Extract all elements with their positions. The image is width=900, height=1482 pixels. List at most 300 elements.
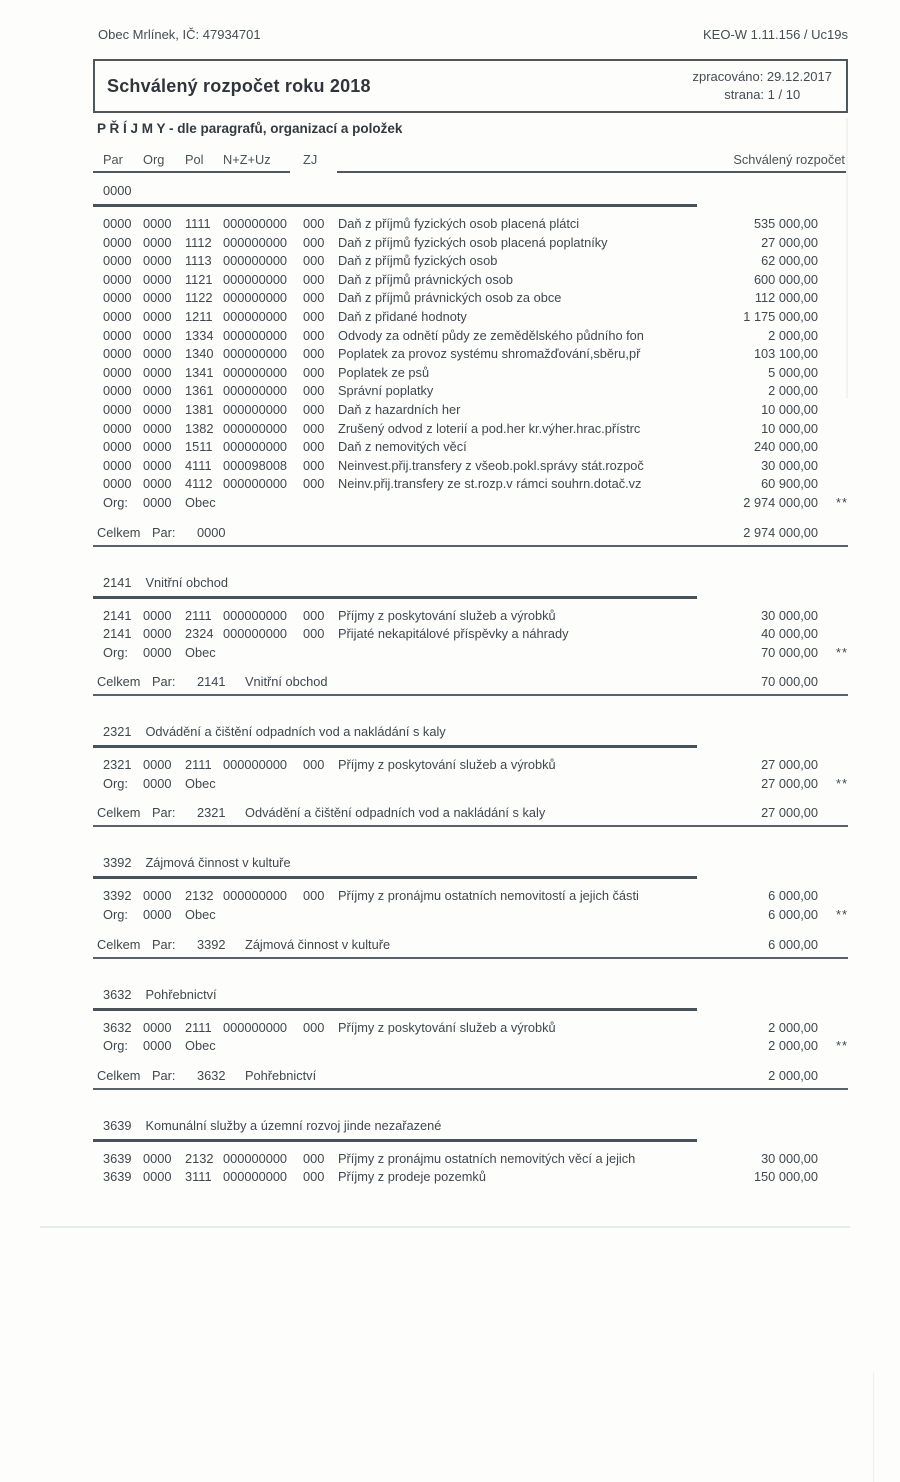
section-rows bbox=[93, 887, 848, 924]
par-cell: 2141 bbox=[103, 607, 132, 623]
org-cell: 0000 bbox=[143, 308, 172, 324]
pol-cell: 1121 bbox=[185, 271, 213, 287]
par-cell: 3392 bbox=[197, 936, 226, 952]
budget-row bbox=[93, 607, 848, 626]
budget-section bbox=[93, 722, 848, 827]
description-cell: Neinv.přij.transfery ze st.rozp.v rámci souhrn.dotač.vz bbox=[338, 476, 642, 492]
section-divider bbox=[93, 876, 697, 879]
nzuz-cell: 000000000 bbox=[223, 253, 288, 269]
income-section-heading: P Ř Í J M Y - dle paragrafů, organizací a položek bbox=[97, 121, 403, 136]
section-par: 0000 bbox=[103, 183, 132, 198]
budget-section bbox=[93, 853, 848, 958]
org-cell: 0000 bbox=[143, 644, 172, 660]
par-cell: 0000 bbox=[103, 308, 132, 324]
budget-row bbox=[93, 401, 848, 420]
col-nzuz: N+Z+Uz bbox=[223, 152, 271, 167]
org-cell: 0000 bbox=[143, 327, 172, 343]
amount-cell: 1 175 000,00 bbox=[743, 308, 818, 324]
pol-cell: 1112 bbox=[185, 234, 212, 250]
budget-row bbox=[93, 457, 848, 476]
header-underline-left bbox=[93, 171, 290, 173]
section-title: Odvádění a čištění odpadních vod a nakládání s kaly bbox=[145, 724, 446, 740]
budget-row bbox=[93, 1019, 848, 1038]
budget-row bbox=[93, 1168, 848, 1187]
amount-cell: 2 000,00 bbox=[768, 383, 818, 399]
nzuz-cell: 000000000 bbox=[223, 308, 288, 324]
stars-cell bbox=[818, 308, 848, 327]
amount-cell: 6 000,00 bbox=[768, 907, 818, 923]
celkem-label-cell: Celkem bbox=[97, 674, 141, 690]
par-cell: 2321 bbox=[103, 757, 132, 773]
description-cell: Příjmy z prodeje pozemků bbox=[338, 1169, 486, 1185]
nzuz-cell: 000000000 bbox=[223, 234, 288, 250]
org-cell: 0000 bbox=[143, 457, 172, 473]
stars-cell: ** bbox=[836, 907, 848, 923]
pol-cell: 1341 bbox=[185, 364, 214, 380]
amount-cell: 40 000,00 bbox=[761, 626, 818, 642]
par-label-cell: Par: bbox=[152, 674, 176, 690]
nzuz-cell: 000000000 bbox=[223, 216, 288, 231]
section-divider bbox=[93, 745, 697, 748]
scan-artifact-vertical-1 bbox=[846, 118, 848, 398]
org-cell: 0000 bbox=[143, 383, 172, 399]
scan-artifact-vertical-2 bbox=[873, 1372, 875, 1482]
org-cell: 0000 bbox=[143, 401, 172, 417]
celkem-row bbox=[93, 803, 848, 827]
celkem-label-cell: Celkem bbox=[97, 936, 141, 952]
page-number: strana: 1 / 10 bbox=[724, 87, 801, 102]
par-cell: 3639 bbox=[103, 1150, 132, 1166]
description-cell: Daň z příjmů fyzických osob bbox=[338, 253, 498, 269]
zj-cell: 000 bbox=[303, 327, 325, 343]
stars-cell bbox=[818, 401, 848, 420]
software-version: KEO-W 1.11.156 / Uc19s bbox=[703, 27, 848, 42]
amount-cell: 30 000,00 bbox=[761, 457, 818, 473]
pol-cell: 1122 bbox=[185, 290, 213, 306]
par-cell: 0000 bbox=[103, 327, 132, 343]
nzuz-cell: 000098008 bbox=[223, 457, 288, 473]
report-meta bbox=[693, 68, 833, 104]
stars-cell bbox=[818, 327, 848, 346]
stars-cell bbox=[818, 382, 848, 401]
par-cell: 0000 bbox=[103, 234, 132, 250]
section-par: 2141 bbox=[103, 574, 132, 590]
amount-cell: 6 000,00 bbox=[768, 936, 818, 952]
section-divider bbox=[93, 596, 697, 599]
stars-cell bbox=[818, 887, 848, 906]
par-cell: 0000 bbox=[103, 383, 132, 399]
zj-cell: 000 bbox=[303, 607, 325, 623]
stars-cell bbox=[818, 1150, 848, 1169]
par-cell: 2321 bbox=[197, 805, 226, 821]
nzuz-cell: 000000000 bbox=[223, 757, 288, 773]
section-divider bbox=[93, 1139, 697, 1142]
amount-cell: 150 000,00 bbox=[753, 1169, 818, 1185]
stars-cell bbox=[818, 271, 848, 290]
amount-cell: 103 100,00 bbox=[753, 346, 818, 362]
section-rows bbox=[93, 1150, 848, 1187]
amount-cell: 27 000,00 bbox=[761, 757, 818, 773]
description-cell: Daň z příjmů právnických osob bbox=[338, 271, 513, 287]
zj-cell: 000 bbox=[303, 888, 325, 904]
org-name-cell: Obec bbox=[185, 644, 216, 660]
nzuz-cell: 000000000 bbox=[223, 290, 288, 306]
zj-cell: 000 bbox=[303, 626, 325, 642]
org-label-cell: Org: bbox=[103, 1038, 128, 1054]
amount-cell: 240 000,00 bbox=[753, 439, 818, 455]
org-total-row bbox=[93, 644, 848, 663]
table-column-header bbox=[93, 150, 848, 172]
zj-cell: 000 bbox=[303, 457, 325, 473]
description-cell: Daň z příjmů právnických osob za obce bbox=[338, 290, 562, 306]
section-title: Komunální služby a územní rozvoj jinde nezařazené bbox=[145, 1117, 442, 1133]
org-name-cell: Obec bbox=[185, 494, 216, 510]
par-cell: 0000 bbox=[103, 476, 132, 492]
zj-cell: 000 bbox=[303, 1150, 325, 1166]
org-total-row bbox=[93, 775, 848, 794]
zj-cell: 000 bbox=[303, 290, 325, 306]
section-heading bbox=[93, 1116, 848, 1135]
budget-row bbox=[93, 420, 848, 439]
amount-cell: 2 974 000,00 bbox=[743, 494, 818, 510]
description-cell: Daň z příjmů fyzických osob placená poplatníky bbox=[338, 234, 608, 250]
section-title-cell bbox=[245, 523, 698, 542]
celkem-row bbox=[93, 1066, 848, 1090]
org-cell: 0000 bbox=[143, 1169, 172, 1185]
budget-row bbox=[93, 234, 848, 253]
budget-row bbox=[93, 308, 848, 327]
zj-cell: 000 bbox=[303, 439, 325, 455]
section-title: Zájmová činnost v kultuře bbox=[145, 855, 291, 871]
amount-cell: 70 000,00 bbox=[761, 644, 818, 660]
pol-cell: 2111 bbox=[185, 607, 212, 623]
org-cell: 0000 bbox=[143, 271, 172, 287]
org-cell: 0000 bbox=[143, 476, 172, 492]
budget-row bbox=[93, 364, 848, 383]
org-cell: 0000 bbox=[143, 757, 172, 773]
stars-cell bbox=[818, 1066, 848, 1085]
pol-cell: 4111 bbox=[185, 457, 212, 473]
org-total-row bbox=[93, 494, 848, 513]
nzuz-cell: 000000000 bbox=[223, 271, 288, 287]
amount-cell: 2 000,00 bbox=[768, 1019, 818, 1035]
org-name-cell: Obec bbox=[185, 1038, 216, 1054]
section-par: 3639 bbox=[103, 1117, 132, 1133]
nzuz-cell: 000000000 bbox=[223, 1150, 288, 1166]
par-cell: 0000 bbox=[103, 346, 132, 362]
amount-cell: 27 000,00 bbox=[761, 234, 818, 250]
budget-row bbox=[93, 345, 848, 364]
par-cell: 2141 bbox=[197, 674, 226, 690]
nzuz-cell: 000000000 bbox=[223, 346, 288, 362]
org-cell: 0000 bbox=[143, 253, 172, 269]
celkem-row bbox=[93, 672, 848, 696]
amount-cell: 62 000,00 bbox=[761, 253, 818, 269]
par-cell: 0000 bbox=[103, 216, 132, 231]
amount-cell: 5 000,00 bbox=[768, 364, 818, 380]
budget-section bbox=[93, 181, 848, 547]
stars-cell bbox=[818, 1168, 848, 1187]
stars-cell: ** bbox=[836, 1038, 848, 1054]
par-cell: 0000 bbox=[103, 401, 132, 417]
par-cell: 0000 bbox=[103, 420, 132, 436]
section-heading bbox=[93, 573, 848, 592]
zj-cell: 000 bbox=[303, 383, 325, 399]
stars-cell bbox=[818, 756, 848, 775]
pol-cell: 1211 bbox=[185, 308, 213, 324]
nzuz-cell: 000000000 bbox=[223, 1169, 288, 1185]
section-par: 2321 bbox=[103, 724, 132, 740]
amount-cell: 2 000,00 bbox=[768, 1067, 818, 1083]
pol-cell: 2324 bbox=[185, 626, 214, 642]
header-underline-right bbox=[337, 171, 848, 173]
org-label-cell: Org: bbox=[103, 644, 128, 660]
pol-cell: 1113 bbox=[185, 253, 212, 269]
section-heading bbox=[93, 853, 848, 872]
org-cell: 0000 bbox=[143, 234, 172, 250]
amount-cell: 2 000,00 bbox=[768, 1038, 818, 1054]
nzuz-cell: 000000000 bbox=[223, 401, 288, 417]
zj-cell: 000 bbox=[303, 308, 325, 324]
amount-cell: 2 000,00 bbox=[768, 327, 818, 343]
stars-cell bbox=[818, 215, 848, 234]
column-header-row bbox=[93, 150, 848, 169]
report-title: Schválený rozpočet roku 2018 bbox=[107, 75, 371, 96]
stars-cell bbox=[818, 625, 848, 644]
description-cell: Příjmy z poskytování služeb a výrobků bbox=[338, 607, 556, 623]
col-pol: Pol bbox=[185, 152, 204, 167]
description-cell: Odvody za odnětí půdy ze zemědělského půdního fon bbox=[338, 327, 644, 343]
par-cell: 2141 bbox=[103, 626, 132, 642]
stars-cell bbox=[818, 457, 848, 476]
pol-cell: 1334 bbox=[185, 327, 214, 343]
par-cell: 0000 bbox=[103, 457, 132, 473]
par-cell: 0000 bbox=[103, 364, 132, 380]
pol-cell: 2132 bbox=[185, 1150, 214, 1166]
budget-row bbox=[93, 252, 848, 271]
pol-cell: 4112 bbox=[185, 476, 213, 492]
stars-cell bbox=[818, 475, 848, 494]
org-cell: 0000 bbox=[143, 907, 172, 923]
celkem-label-cell: Celkem bbox=[97, 1067, 141, 1083]
par-cell: 0000 bbox=[197, 524, 226, 540]
zj-cell: 000 bbox=[303, 271, 325, 287]
org-label-cell: Org: bbox=[103, 907, 128, 923]
pol-cell: 1381 bbox=[185, 401, 214, 417]
section-title-cell: Pohřebnictví bbox=[245, 1067, 317, 1083]
org-label-cell: Org: bbox=[103, 775, 128, 791]
par-cell: 3632 bbox=[103, 1019, 132, 1035]
org-total-row bbox=[93, 906, 848, 925]
budget-row bbox=[93, 1150, 848, 1169]
celkem-label-cell: Celkem bbox=[97, 805, 141, 821]
stars-cell bbox=[818, 607, 848, 626]
zj-cell: 000 bbox=[303, 401, 325, 417]
org-cell: 0000 bbox=[143, 1150, 172, 1166]
stars-cell bbox=[818, 289, 848, 308]
amount-cell: 27 000,00 bbox=[761, 805, 818, 821]
description-cell: Příjmy z pronájmu ostatních nemovitostí a jejich části bbox=[338, 888, 639, 904]
col-amount: Schválený rozpočet bbox=[733, 152, 845, 167]
amount-cell: 10 000,00 bbox=[761, 401, 818, 417]
org-label-cell: Org: bbox=[103, 494, 128, 510]
par-cell: 0000 bbox=[103, 290, 132, 306]
celkem-row bbox=[93, 523, 848, 547]
pol-cell: 2132 bbox=[185, 888, 214, 904]
nzuz-cell: 000000000 bbox=[223, 364, 288, 380]
amount-cell: 27 000,00 bbox=[761, 775, 818, 791]
celkem-label-cell: Celkem bbox=[97, 524, 141, 540]
stars-cell bbox=[818, 803, 848, 822]
nzuz-cell: 000000000 bbox=[223, 327, 288, 343]
zj-cell: 000 bbox=[303, 1019, 325, 1035]
budget-row bbox=[93, 475, 848, 494]
par-cell: 3392 bbox=[103, 888, 132, 904]
zj-cell: 000 bbox=[303, 253, 325, 269]
par-cell: 0000 bbox=[103, 253, 132, 269]
pol-cell: 1382 bbox=[185, 420, 214, 436]
pol-cell: 1361 bbox=[185, 383, 214, 399]
stars-cell bbox=[818, 234, 848, 253]
stars-cell: ** bbox=[836, 494, 848, 510]
stars-cell bbox=[818, 438, 848, 457]
description-cell: Neinvest.přij.transfery z všeob.pokl.správy stát.rozpoč bbox=[338, 457, 644, 473]
par-label-cell: Par: bbox=[152, 524, 176, 540]
org-cell: 0000 bbox=[143, 216, 172, 231]
municipality-id: Obec Mrlínek, IČ: 47934701 bbox=[98, 27, 261, 42]
org-cell: 0000 bbox=[143, 290, 172, 306]
pol-cell: 1511 bbox=[185, 439, 213, 455]
budget-row bbox=[93, 438, 848, 457]
org-cell: 0000 bbox=[143, 364, 172, 380]
org-cell: 0000 bbox=[143, 626, 172, 642]
pol-cell: 1340 bbox=[185, 346, 214, 362]
col-org: Org bbox=[143, 152, 165, 167]
pol-cell: 3111 bbox=[185, 1169, 212, 1185]
org-cell: 0000 bbox=[143, 420, 172, 436]
budget-row bbox=[93, 625, 848, 644]
description-cell: Příjmy z poskytování služeb a výrobků bbox=[338, 757, 556, 773]
stars-cell: ** bbox=[836, 644, 848, 660]
zj-cell: 000 bbox=[303, 234, 325, 250]
par-cell: 0000 bbox=[103, 439, 132, 455]
pol-cell: 2111 bbox=[185, 757, 212, 773]
section-divider bbox=[93, 204, 697, 207]
sections bbox=[93, 181, 848, 1213]
section-par: 3392 bbox=[103, 855, 132, 871]
org-cell: 0000 bbox=[143, 888, 172, 904]
amount-cell: 30 000,00 bbox=[761, 1150, 818, 1166]
description-cell: Správní poplatky bbox=[338, 383, 434, 399]
description-cell: Příjmy z pronájmu ostatních nemovitých věcí a jejich bbox=[338, 1150, 636, 1166]
scan-artifact-line bbox=[40, 1226, 850, 1228]
stars-cell bbox=[818, 252, 848, 271]
nzuz-cell: 000000000 bbox=[223, 626, 288, 642]
section-title-cell: Zájmová činnost v kultuře bbox=[245, 936, 391, 952]
description-cell: Daň z nemovitých věcí bbox=[338, 439, 467, 455]
stars-cell bbox=[818, 672, 848, 691]
budget-row bbox=[93, 327, 848, 346]
budget-row bbox=[93, 887, 848, 906]
nzuz-cell: 000000000 bbox=[223, 607, 288, 623]
org-total-row bbox=[93, 1037, 848, 1056]
stars-cell bbox=[818, 364, 848, 383]
amount-cell: 2 974 000,00 bbox=[743, 524, 818, 540]
org-cell: 0000 bbox=[143, 346, 172, 362]
stars-cell: ** bbox=[836, 775, 848, 791]
description-cell: Poplatek za provoz systému shromažďování,sběru,př bbox=[338, 346, 641, 362]
description-cell: Daň z příjmů fyzických osob placená plátci bbox=[338, 216, 580, 231]
zj-cell: 000 bbox=[303, 1169, 325, 1185]
section-divider bbox=[93, 1008, 697, 1011]
section-title-cell: Vnitřní obchod bbox=[245, 674, 328, 690]
par-cell: 3639 bbox=[103, 1169, 132, 1185]
stars-cell bbox=[818, 935, 848, 954]
amount-cell: 70 000,00 bbox=[761, 674, 818, 690]
org-cell: 0000 bbox=[143, 1019, 172, 1035]
org-name-cell: Obec bbox=[185, 775, 216, 791]
amount-cell: 30 000,00 bbox=[761, 607, 818, 623]
nzuz-cell: 000000000 bbox=[223, 383, 288, 399]
celkem-row bbox=[93, 935, 848, 959]
par-label-cell: Par: bbox=[152, 936, 176, 952]
section-rows bbox=[93, 1019, 848, 1056]
amount-cell: 600 000,00 bbox=[753, 271, 818, 287]
processed-date: zpracováno: 29.12.2017 bbox=[692, 69, 832, 84]
budget-row bbox=[93, 215, 848, 234]
budget-section bbox=[93, 1116, 848, 1187]
description-cell: Zrušený odvod z loterií a pod.her kr.výher.hrac.přístrc bbox=[338, 420, 641, 436]
org-cell: 0000 bbox=[143, 1038, 172, 1054]
zj-cell: 000 bbox=[303, 757, 325, 773]
org-cell: 0000 bbox=[143, 775, 172, 791]
budget-row bbox=[93, 289, 848, 308]
amount-cell: 112 000,00 bbox=[754, 290, 818, 306]
amount-cell: 10 000,00 bbox=[761, 420, 818, 436]
section-rows bbox=[93, 607, 848, 663]
section-title: Vnitřní obchod bbox=[145, 574, 228, 590]
zj-cell: 000 bbox=[303, 346, 325, 362]
col-zj: ZJ bbox=[303, 152, 318, 167]
par-label-cell: Par: bbox=[152, 805, 176, 821]
zj-cell: 000 bbox=[303, 476, 325, 492]
org-cell: 0000 bbox=[143, 607, 172, 623]
col-par: Par bbox=[103, 152, 123, 167]
stars-cell bbox=[818, 345, 848, 364]
zj-cell: 000 bbox=[303, 420, 325, 436]
description-cell: Poplatek ze psů bbox=[338, 364, 430, 380]
stars-cell bbox=[818, 420, 848, 439]
org-cell: 0000 bbox=[143, 494, 172, 510]
section-title: Pohřebnictví bbox=[145, 986, 217, 1002]
section-rows bbox=[93, 215, 848, 513]
budget-row bbox=[93, 382, 848, 401]
section-par: 3632 bbox=[103, 986, 132, 1002]
section-rows bbox=[93, 756, 848, 793]
section-heading bbox=[93, 985, 848, 1004]
stars-cell bbox=[818, 523, 848, 542]
stars-cell bbox=[818, 1019, 848, 1038]
budget-section bbox=[93, 573, 848, 697]
nzuz-cell: 000000000 bbox=[223, 420, 288, 436]
nzuz-cell: 000000000 bbox=[223, 476, 288, 492]
budget-row bbox=[93, 271, 848, 290]
section-heading bbox=[93, 722, 848, 741]
org-cell: 0000 bbox=[143, 439, 172, 455]
budget-section bbox=[93, 985, 848, 1090]
description-cell: Daň z přidané hodnoty bbox=[338, 308, 467, 324]
amount-cell: 60 900,00 bbox=[761, 476, 818, 492]
